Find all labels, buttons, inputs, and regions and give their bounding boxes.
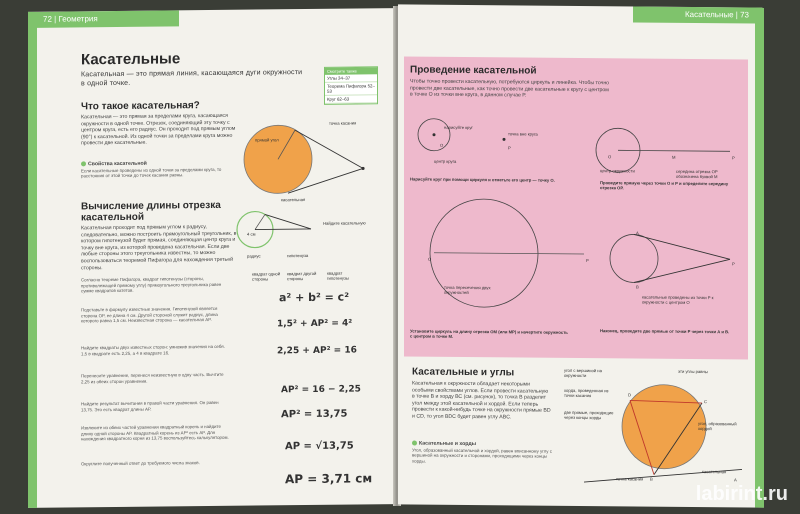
- section-text: Касательная — это прямая за пределами круга, касающаяся окружности в одной точке. Отрезок, соединяющий эту точку с центром круга, есть его радиус. Он проходит под прямым углом (90°) к касательной. Из одной точки за пределами круга можно провести две касательные.: [81, 112, 236, 147]
- label-tangent: касательная: [702, 469, 727, 475]
- letter-b: B: [650, 476, 653, 482]
- formula: AP² = 13,75: [281, 408, 348, 421]
- tangent-line: [634, 234, 730, 259]
- tangent-line: [634, 258, 730, 283]
- circle-shape: [610, 234, 658, 282]
- panel-intro: Чтобы точно провести касательную, потребуются циркуль и линейка. Чтобы точно провести две касательные, как точно провести две касательные к кругу с центром в точке О из точки вне круга, в данном случае Р.: [410, 78, 610, 99]
- props-text: Если касательные проведены из одной точки за пределами круга, то расстояния от этой точки до точек касания равны.: [81, 166, 222, 179]
- segment-op: [434, 253, 584, 254]
- label-equal-angles: эти углы равны: [678, 368, 708, 375]
- find-tangent-label: Найдите касательную: [323, 220, 366, 226]
- label-tangents: касательные проведены из точки Р к окружности с центром О: [642, 294, 714, 306]
- result-formula: AP = 3,71 см: [285, 471, 373, 487]
- label-center: центр круга: [434, 158, 457, 164]
- bullet-icon: [412, 441, 417, 446]
- chord-box: [412, 441, 562, 466]
- see-also-link[interactable]: Круг 62–63: [325, 95, 377, 104]
- section-title: Касательные и углы: [412, 366, 515, 379]
- letter-p: P: [732, 155, 735, 161]
- formula: a² + b² = c²: [279, 290, 350, 305]
- step-text: Найдите квадраты двух известных сторон: умножив значения на себя. 1,5 в квадрате есть 2,25, а 4 в квадрате 16.: [81, 343, 225, 356]
- letter-a: A: [636, 230, 639, 236]
- formula: 2,25 + AP² = 16: [277, 345, 357, 357]
- step-text: Извлеките из обеих частей уравнения квадратный корень и найдите длину одной стороны AP. Квадратный корень из AP² есть AP. Для нахождения квадратного корня из 13,75 воспользуйтесь калькулятором.: [81, 423, 229, 442]
- step-text: Округлите полученный ответ до требуемого числа знаков.: [81, 460, 200, 467]
- see-also-box: [324, 66, 378, 105]
- letter-m: M: [672, 154, 676, 160]
- label-point-outside: точка вне круга: [508, 131, 538, 137]
- letter-o: O: [440, 142, 444, 148]
- see-also-link[interactable]: Теорема Пифагора 52–53: [325, 82, 377, 96]
- props-box: [81, 160, 231, 179]
- label-leg-a: квадрат одной стороны: [252, 271, 281, 282]
- letter-d: D: [628, 392, 632, 398]
- lead-text: Касательная — это прямая линия, касающаяся дуги окружности в одной точке.: [81, 69, 303, 87]
- letter-o: O: [428, 256, 432, 262]
- external-point: [503, 138, 506, 141]
- formula: AP² = 16 − 2,25: [281, 384, 361, 396]
- label-right-angle: прямой угол: [255, 137, 279, 143]
- letter-p: P: [508, 145, 511, 151]
- step-text: Наконец, проведите две прямые от точки Р через точки А и В.: [600, 328, 730, 335]
- tangent-diagram: [233, 116, 393, 208]
- step-text: Проведите прямую через точки О и Р и определите середину отрезка ОР.: [600, 180, 729, 191]
- see-also-title: Смотрите также: [325, 67, 377, 75]
- segment-op: [618, 150, 730, 151]
- label-chord: хорда, проведенная из точки касания: [564, 387, 609, 399]
- radius-line: [255, 214, 265, 229]
- hypotenuse-line: [255, 229, 311, 230]
- step-text: Найдите результат вычитания в правой части уравнения. Он равен 13,75. Это есть квадрат длины AP.: [81, 399, 219, 412]
- letter-c: C: [704, 399, 708, 405]
- label-hyp-sq: квадрат гипотенузы: [327, 270, 349, 281]
- letter-o: O: [608, 154, 612, 160]
- circle-shape: [622, 384, 706, 469]
- label-vertex-angle: угол с вершиной на окружности: [564, 367, 602, 379]
- label-tangent: касательная: [281, 197, 306, 203]
- label-two-lines: две прямые, проходящие через концы хорды: [564, 409, 614, 421]
- label-draw-circle: нарисуйте круг: [444, 124, 473, 131]
- section-text: Касательная проходит под прямым углом к радиусу, следовательно, можно построить прямоугольный треугольник, в котором гипотенузой будет прямая, соединяющая центр круга и точку вне круга, из которой проведена касательная. Если две любые стороны этого треугольника известны, то можно воспользоваться теоремой Пифагора для нахождения третьей стороны.: [81, 224, 237, 271]
- letter-a: A: [734, 477, 737, 483]
- step-text: Установите циркуль на длину отрезка ОМ (или МР) и начертите окружность с центром в точке М.: [410, 328, 568, 340]
- step-text: Согласно теореме Пифагора, квадрат гипотенузы (стороны, противолежащей прямому углу) прямоугольного треугольника равен сумме квадратов катетов.: [81, 276, 222, 294]
- right-page: [398, 4, 764, 507]
- bullet-icon: [81, 161, 86, 166]
- formula: AP = √13,75: [285, 440, 354, 453]
- left-header: 72 | Геометрия: [37, 10, 179, 27]
- letter-p: P: [586, 258, 589, 264]
- label-leg-b: квадрат другой стороны: [287, 270, 317, 282]
- label-op: 4 см: [247, 231, 256, 237]
- step-text: Нарисуйте круг при помощи циркуля и отметьте его центр — точку О.: [410, 176, 555, 183]
- right-header: Касательные | 73: [633, 6, 755, 23]
- step-text: Подставьте в формулу известные значения. Гипотенузой является сторона OP, ее длина 4 см. Другой стороной служит радиус, длина которого равна 1,5 см. Неизвестная сторона — касательная AP.: [81, 305, 218, 324]
- center-point: [433, 133, 436, 136]
- label-hyp: гипотенуза: [287, 252, 309, 259]
- label-intersection: точка пересечения двух окружностей: [444, 284, 491, 296]
- left-page: [28, 8, 396, 508]
- label-radius: радиус: [247, 253, 261, 259]
- section-text: Касательная к окружности обладает некоторыми особыми свойствами углов. Если провести касательную в точке В и хорду ВС (см. рисунок), то точка В разделит угол между этой касательной и хордой. Если теперь провести к какой-нибудь точке на окружности прямые BD и CD, то угол BDC будет равен углу ABC.: [412, 380, 551, 421]
- section-title: Вычисление длины отрезка касательной: [81, 199, 221, 224]
- chord-text: Угол, образованный касательной и хордой, равен вписанному углу с вершиной на окружности и сторонами, проходящими через концы хорды.: [412, 447, 552, 464]
- label-midpoint: середина отрезка ОР обозначена буквой М: [676, 168, 718, 180]
- construction-panel: [404, 56, 748, 359]
- chord-title: Касательные и хорды: [419, 440, 477, 448]
- formula: 1,5² + AP² = 4²: [277, 318, 353, 330]
- label-touch: точка касания: [329, 120, 357, 126]
- see-also-link[interactable]: Углы 34–37: [325, 74, 377, 83]
- construction-diagrams: [404, 104, 748, 357]
- label-chord-angle: угол, образованный хордой: [698, 421, 737, 432]
- page-title: Касательные: [81, 50, 181, 69]
- label-center-2: центр окружности: [600, 168, 635, 174]
- section-title: Что такое касательная?: [81, 100, 200, 113]
- step-text: Перенесите уравнение, перенеся неизвестную в одну часть. Вычтите 2,25 из обеих сторон уравнения.: [81, 371, 224, 384]
- panel-title: Проведение касательной: [410, 64, 537, 77]
- letter-p: P: [732, 261, 735, 267]
- props-title: Свойства касательной: [88, 160, 147, 168]
- watermark-logo: labirint.ru: [695, 483, 788, 505]
- label-touch-point: точка касания: [616, 476, 644, 482]
- letter-b: B: [636, 284, 639, 290]
